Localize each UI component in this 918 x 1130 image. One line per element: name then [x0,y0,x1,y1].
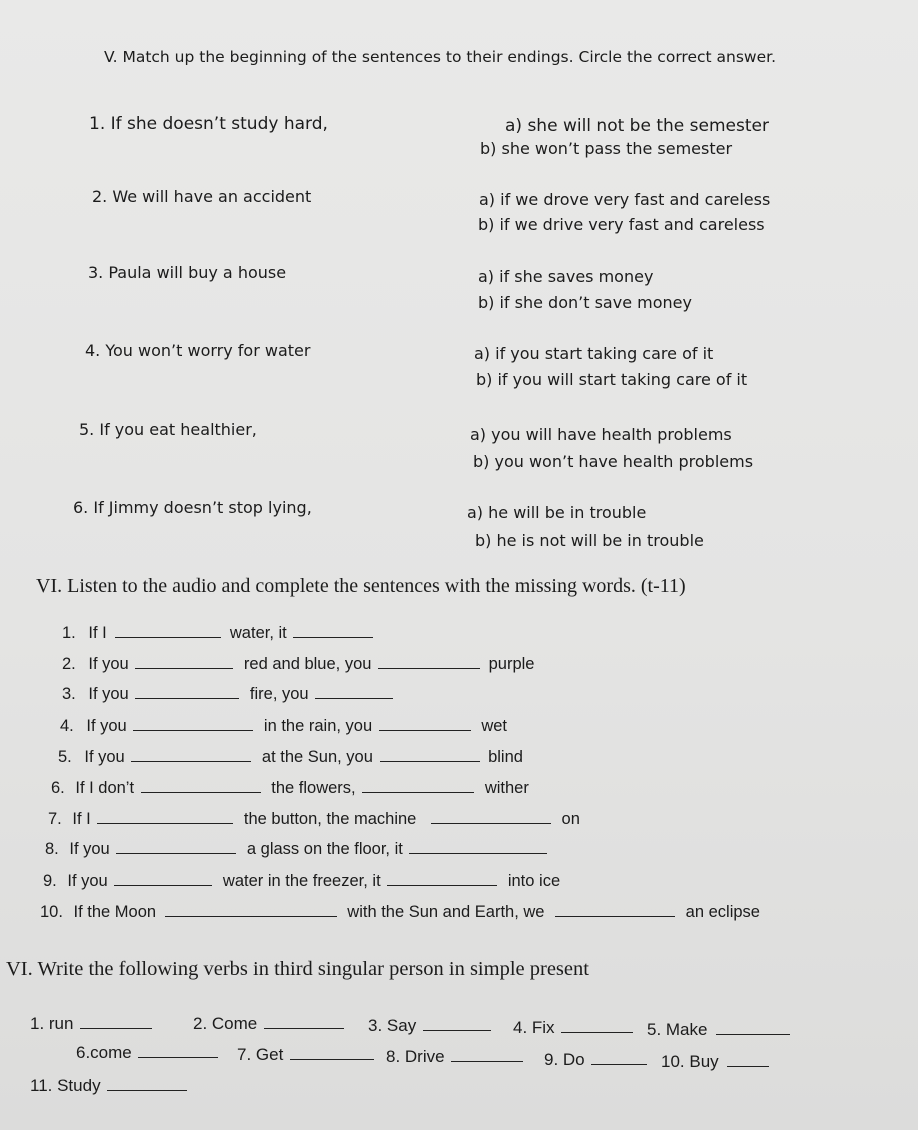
match-option-3a: a) if she saves money [478,267,654,286]
verb-label: 11. Study [30,1076,101,1095]
blank-field[interactable] [135,698,239,699]
blank-field[interactable] [97,823,233,824]
section-6-listening-title: VI. Listen to the audio and complete the sentences with the missing words. (t-11) [36,575,686,597]
phrase-part-3: wither [484,779,529,797]
match-option-2b: b) if we drive very fast and careless [478,215,765,234]
phrase-part-3: purple [488,655,535,673]
match-option-6a: a) he will be in trouble [467,503,647,522]
item-number: 10. [40,903,63,921]
blank-field[interactable] [716,1034,790,1035]
phrase-part-1: If you [67,872,108,890]
blank-field[interactable] [315,698,393,699]
phrase-part-3: blind [488,748,523,766]
phrase-part-3: on [561,810,580,828]
match-stem-3: 3. Paula will buy a house [88,263,287,282]
blank-field[interactable] [290,1059,374,1060]
phrase-part-1: If you [88,685,129,703]
match-stem-6: 6. If Jimmy doesn’t stop lying, [73,498,312,517]
verb-label: 5. Make [647,1020,708,1039]
match-option-1b: b) she won’t pass the semester [480,139,733,158]
blank-field[interactable] [555,916,675,917]
phrase-part-1: If the Moon [73,903,157,921]
verb-item-3 [368,1016,491,1036]
phrase-part-2: with the Sun and Earth, we [347,903,545,921]
fill-line-10 [40,903,760,922]
fill-line-4 [60,717,507,736]
verb-label: 9. Do [544,1050,585,1069]
item-number: 2. [62,655,76,673]
blank-field[interactable] [380,761,480,762]
phrase-part-1: If you [69,840,110,858]
match-option-4b: b) if you will start taking care of it [476,370,748,389]
phrase-part-2: water in the freezer, it [222,872,381,890]
verb-item-7 [237,1045,374,1065]
phrase-part-3: wet [481,717,508,735]
fill-line-8 [45,840,547,859]
item-number: 5. [58,748,72,766]
match-option-4a: a) if you start taking care of it [474,344,714,363]
item-number: 8. [45,840,59,858]
match-stem-1: 1. If she doesn’t study hard, [89,114,328,134]
fill-line-1 [62,624,373,643]
item-number: 6. [51,779,65,797]
match-option-5b: b) you won’t have health problems [473,452,754,471]
blank-field[interactable] [264,1028,344,1029]
phrase-part-2: red and blue, you [243,655,372,673]
fill-line-2 [62,655,534,674]
verb-item-4 [513,1018,633,1038]
blank-field[interactable] [362,792,474,793]
fill-line-5 [58,748,523,767]
phrase-part-2: water, it [229,624,287,642]
phrase-part-1: If you [88,655,129,673]
match-option-5a: a) you will have health problems [470,425,732,444]
verb-label: 7. Get [237,1045,284,1064]
match-option-6b: b) he is not will be in trouble [475,531,704,550]
phrase-part-1: If I don’t [75,779,135,797]
blank-field[interactable] [141,792,261,793]
verb-label: 2. Come [193,1014,258,1033]
match-option-1a: a) she will not be the semester [505,116,769,136]
fill-line-3 [62,685,393,704]
phrase-part-2: the flowers, [271,779,356,797]
phrase-part-2: at the Sun, you [261,748,373,766]
blank-field[interactable] [293,637,373,638]
blank-field[interactable] [451,1061,523,1062]
blank-field[interactable] [116,853,236,854]
blank-field[interactable] [387,885,497,886]
verb-item-6 [76,1043,218,1063]
fill-line-7 [48,810,580,829]
item-number: 7. [48,810,62,828]
item-number: 1. [62,624,76,642]
verb-item-10 [661,1052,769,1072]
verb-item-8 [386,1047,523,1067]
blank-field[interactable] [423,1030,491,1031]
verb-item-11 [30,1076,187,1096]
phrase-part-2: fire, you [249,685,309,703]
match-option-3b: b) if she don’t save money [478,293,692,312]
phrase-part-2: the button, the machine [243,810,417,828]
match-stem-5: 5. If you eat healthier, [79,420,257,439]
blank-field[interactable] [378,668,480,669]
verb-label: 4. Fix [513,1018,555,1037]
verb-label: 1. run [30,1014,74,1033]
match-stem-4: 4. You won’t worry for water [85,341,311,360]
blank-field[interactable] [431,823,551,824]
match-stem-2: 2. We will have an accident [92,187,312,206]
phrase-part-2: in the rain, you [263,717,373,735]
blank-field[interactable] [115,637,221,638]
blank-field[interactable] [131,761,251,762]
verb-item-5 [647,1020,790,1040]
blank-field[interactable] [379,730,471,731]
phrase-part-3: an eclipse [685,903,760,921]
verb-item-1 [30,1014,152,1034]
verb-label: 10. Buy [661,1052,719,1071]
fill-line-6 [51,779,529,798]
phrase-part-1: If you [86,717,127,735]
verb-label: 8. Drive [386,1047,445,1066]
phrase-part-3: into ice [507,872,561,890]
blank-field[interactable] [133,730,253,731]
blank-field[interactable] [165,916,337,917]
blank-field[interactable] [409,853,547,854]
blank-field[interactable] [138,1057,218,1058]
blank-field[interactable] [135,668,233,669]
blank-field[interactable] [107,1090,187,1091]
verb-item-9 [544,1050,647,1070]
phrase-part-1: If I [72,810,91,828]
blank-field[interactable] [114,885,212,886]
phrase-part-1: If I [88,624,107,642]
blank-field[interactable] [727,1066,769,1067]
item-number: 4. [60,717,74,735]
verb-item-2 [193,1014,344,1034]
blank-field[interactable] [591,1064,647,1065]
verb-label: 3. Say [368,1016,417,1035]
item-number: 3. [62,685,76,703]
verb-label: 6.come [76,1043,132,1062]
fill-line-9 [43,872,560,891]
section-6-verbs-title: VI. Write the following verbs in third singular person in simple present [6,958,589,980]
phrase-part-1: If you [84,748,125,766]
match-option-2a: a) if we drove very fast and careless [479,190,771,209]
item-number: 9. [43,872,57,890]
blank-field[interactable] [80,1028,152,1029]
blank-field[interactable] [561,1032,633,1033]
section-5-title: V. Match up the beginning of the sentences to their endings. Circle the correct answer. [104,48,776,66]
phrase-part-2: a glass on the floor, it [246,840,403,858]
